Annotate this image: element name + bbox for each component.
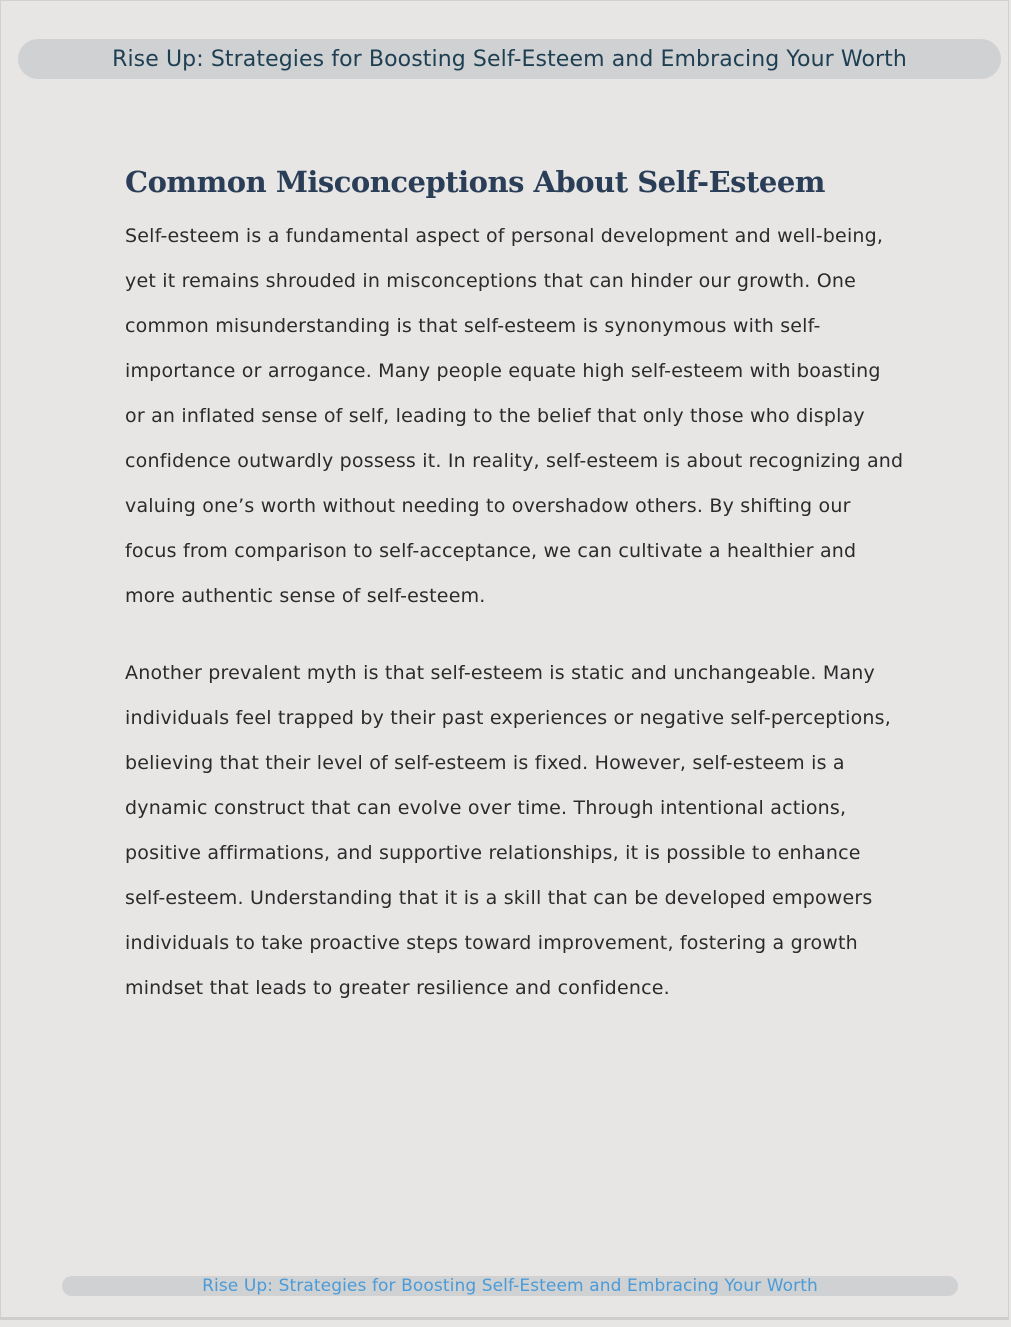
section-heading: Common Misconceptions About Self-Esteem <box>125 165 825 199</box>
page-content <box>125 160 905 1011</box>
running-footer <box>62 1276 958 1296</box>
footer-title: Rise Up: Strategies for Boosting Self-Esteem and Embracing Your Worth <box>202 1276 818 1296</box>
running-header <box>18 39 1001 79</box>
body-paragraph-1: Self-esteem is a fundamental aspect of personal development and well-being, yet it remains shrouded in misconceptions that can hinder our growth. One common misunderstanding is that self-esteem is synonymous with self-importance or arrogance. Many people equate high self-esteem with boasting or an inflated sense of self, leading to the belief that only those who display confidence outwardly possess it. In reality, self-esteem is about recognizing and valuing one’s worth without needing to overshadow others. By shifting our focus from comparison to self-acceptance, we can cultivate a healthier and more authentic sense of self-esteem. <box>125 225 904 607</box>
header-title: Rise Up: Strategies for Boosting Self-Esteem and Embracing Your Worth <box>112 46 907 72</box>
body-paragraph-2: Another prevalent myth is that self-esteem is static and unchangeable. Many individuals feel trapped by their past experiences or negative self-perceptions, believing that their level of self-esteem is fixed. However, self-esteem is a dynamic construct that can evolve over time. Through intentional actions, positive affirmations, and supportive relationships, it is possible to enhance self-esteem. Understanding that it is a skill that can be developed empowers individuals to take proactive steps toward improvement, fostering a growth mindset that leads to greater resilience and confidence. <box>125 662 891 999</box>
